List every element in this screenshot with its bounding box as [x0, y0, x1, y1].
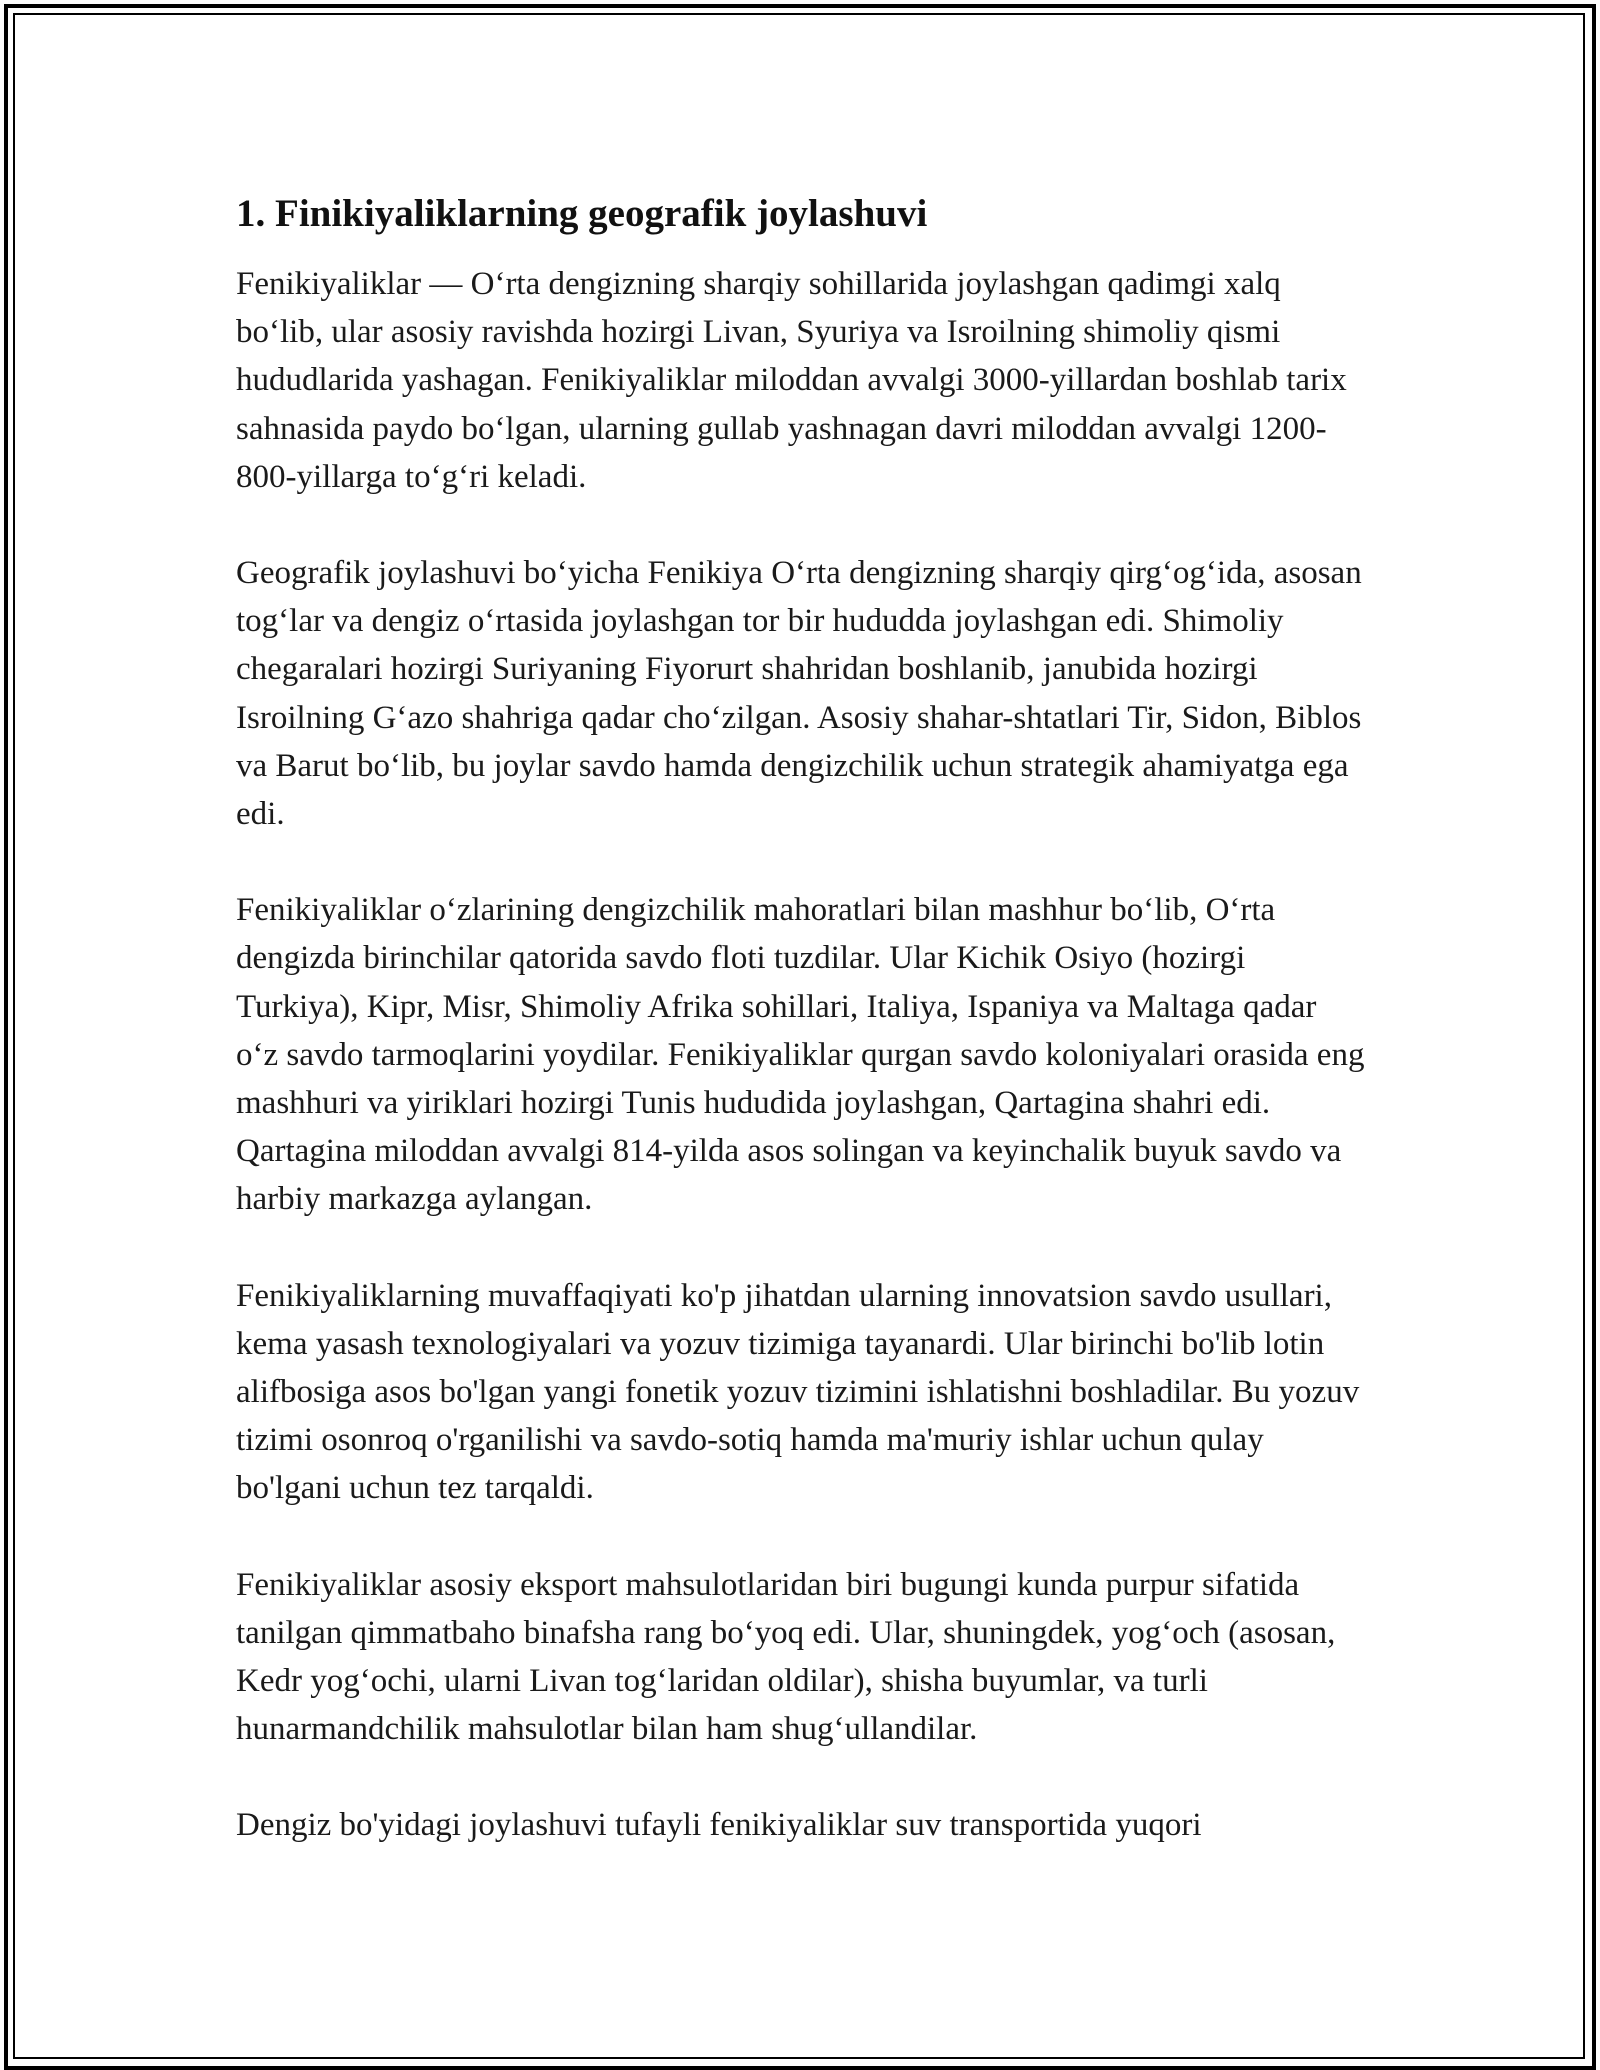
paragraph-4: Fenikiyaliklarning muvaffaqiyati ko'p jihatdan ularning innovatsion savdo usullari, kema yasash texnologiyalari va yozuv tizimiga tayanardi. Ular birinchi bo'lib lotin alifbosiga asos bo'lgan yangi fonetik yozuv tizimini ishlatishni boshladilar. Bu yozuv tizimi osonroq o'rganilishi va savdo-sotiq hamda ma'muriy ishlar uchun qulay bo'lgani uchun tez tarqaldi.: [236, 1277, 1360, 1507]
document-body: [236, 186, 1366, 1898]
paragraph-1: Fenikiyaliklar — O‘rta dengizning sharqiy sohillarida joylashgan qadimgi xalq bo‘lib, ular asosiy ravishda hozirgi Livan, Syuriya va Isroilning shimoliy qismi hududlarida yashagan. Fenikiyaliklar miloddan avvalgi 3000-yillardan boshlab tarix sahnasida paydo bo‘lgan, ularning gullab yashnagan davri miloddan avvalgi 1200-800-yillarga to‘g‘ri keladi.: [236, 266, 1347, 495]
section-heading: 1. Finikiyaliklarning geografik joylashuvi: [236, 192, 928, 235]
paragraph-5: Fenikiyaliklar asosiy eksport mahsulotlaridan biri bugungi kunda purpur sifatida tanilgan qimmatbaho binafsha rang bo‘yoq edi. Ular, shuningdek, yog‘och (asosan, Kedr yog‘ochi, ularni Livan tog‘laridan oldilar), shisha buyumlar, va turli hunarmandchilik mahsulotlar bilan ham shug‘ullandilar.: [236, 1566, 1336, 1748]
paragraph-2: Geografik joylashuvi bo‘yicha Fenikiya O‘rta dengizning sharqiy qirg‘og‘ida, asosan tog‘lar va dengiz o‘rtasida joylashgan tor bir hududda joylashgan edi. Shimoliy chegaralari hozirgi Suriyaning Fiyorurt shahridan boshlanib, janubida hozirgi Isroilning G‘azo shahriga qadar cho‘zilgan. Asosiy shahar-shtatlari Tir, Sidon, Biblos va Barut bo‘lib, bu joylar savdo hamda dengizchilik uchun strategik ahamiyatga ega edi.: [236, 555, 1362, 833]
paragraph-3: Fenikiyaliklar o‘zlarining dengizchilik mahoratlari bilan mashhur bo‘lib, O‘rta dengizda birinchilar qatorida savdo floti tuzdilar. Ular Kichik Osiyo (hozirgi Turkiya), Kipr, Misr, Shimoliy Afrika sohillari, Italiya, Ispaniya va Maltaga qadar o‘z savdo tarmoqlarini yoydilar. Fenikiyaliklar qurgan savdo koloniyalari orasida eng mashhuri va yiriklari hozirgi Tunis hududida joylashgan, Qartagina shahri edi. Qartagina miloddan avvalgi 814-yilda asos solingan va keyinchalik buyuk savdo va harbiy markazga aylangan.: [236, 892, 1365, 1218]
paragraph-6: Dengiz bo'yidagi joylashuvi tufayli fenikiyaliklar suv transportida yuqori: [236, 1807, 1202, 1844]
